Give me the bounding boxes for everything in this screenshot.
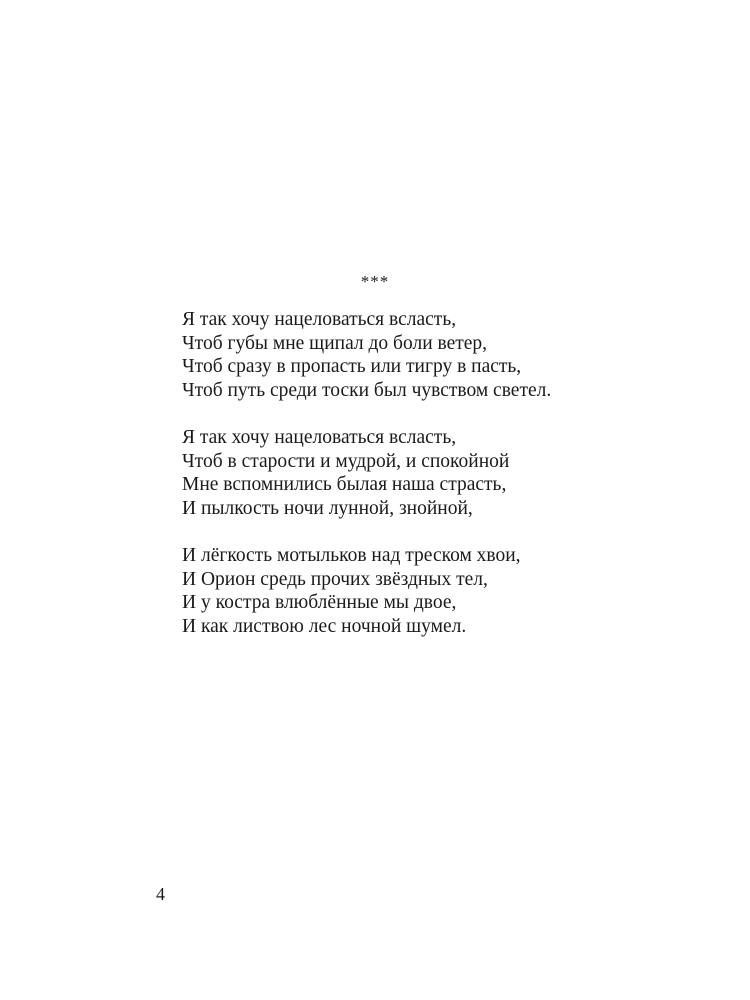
poem-line: Чтоб в старости и мудрой, и спокойной: [182, 450, 510, 472]
page-number: 4: [156, 884, 165, 904]
poem-line: Я так хочу нацеловаться всласть,: [182, 309, 457, 330]
poem-line: Чтоб сразу в пропасть или тигру в пасть,: [182, 356, 522, 377]
poem-line: Я так хочу нацеловаться всласть,: [182, 427, 457, 448]
poem-line: И у костра влюблённые мы двое,: [182, 592, 457, 613]
poem-line: И пылкость ночи лунной, знойной,: [182, 497, 473, 519]
stanza-2: [182, 426, 702, 520]
poem: [182, 308, 702, 662]
poem-line: Мне вспомнились былая наша страсть,: [182, 474, 507, 495]
stanza-1: [182, 308, 702, 402]
poem-line: Чтоб губы мне щипал до боли ветер,: [182, 332, 488, 354]
poem-line: И как листвою лес ночной шумел.: [182, 615, 467, 637]
section-separator: ***: [360, 272, 390, 291]
poem-line: Чтоб путь среди тоски был чувством светел.: [182, 379, 552, 401]
poem-line: И Орион средь прочих звёздных тел,: [182, 568, 488, 590]
poem-line: И лёгкость мотыльков над треском хвои,: [182, 545, 521, 566]
stanza-3: [182, 544, 702, 638]
